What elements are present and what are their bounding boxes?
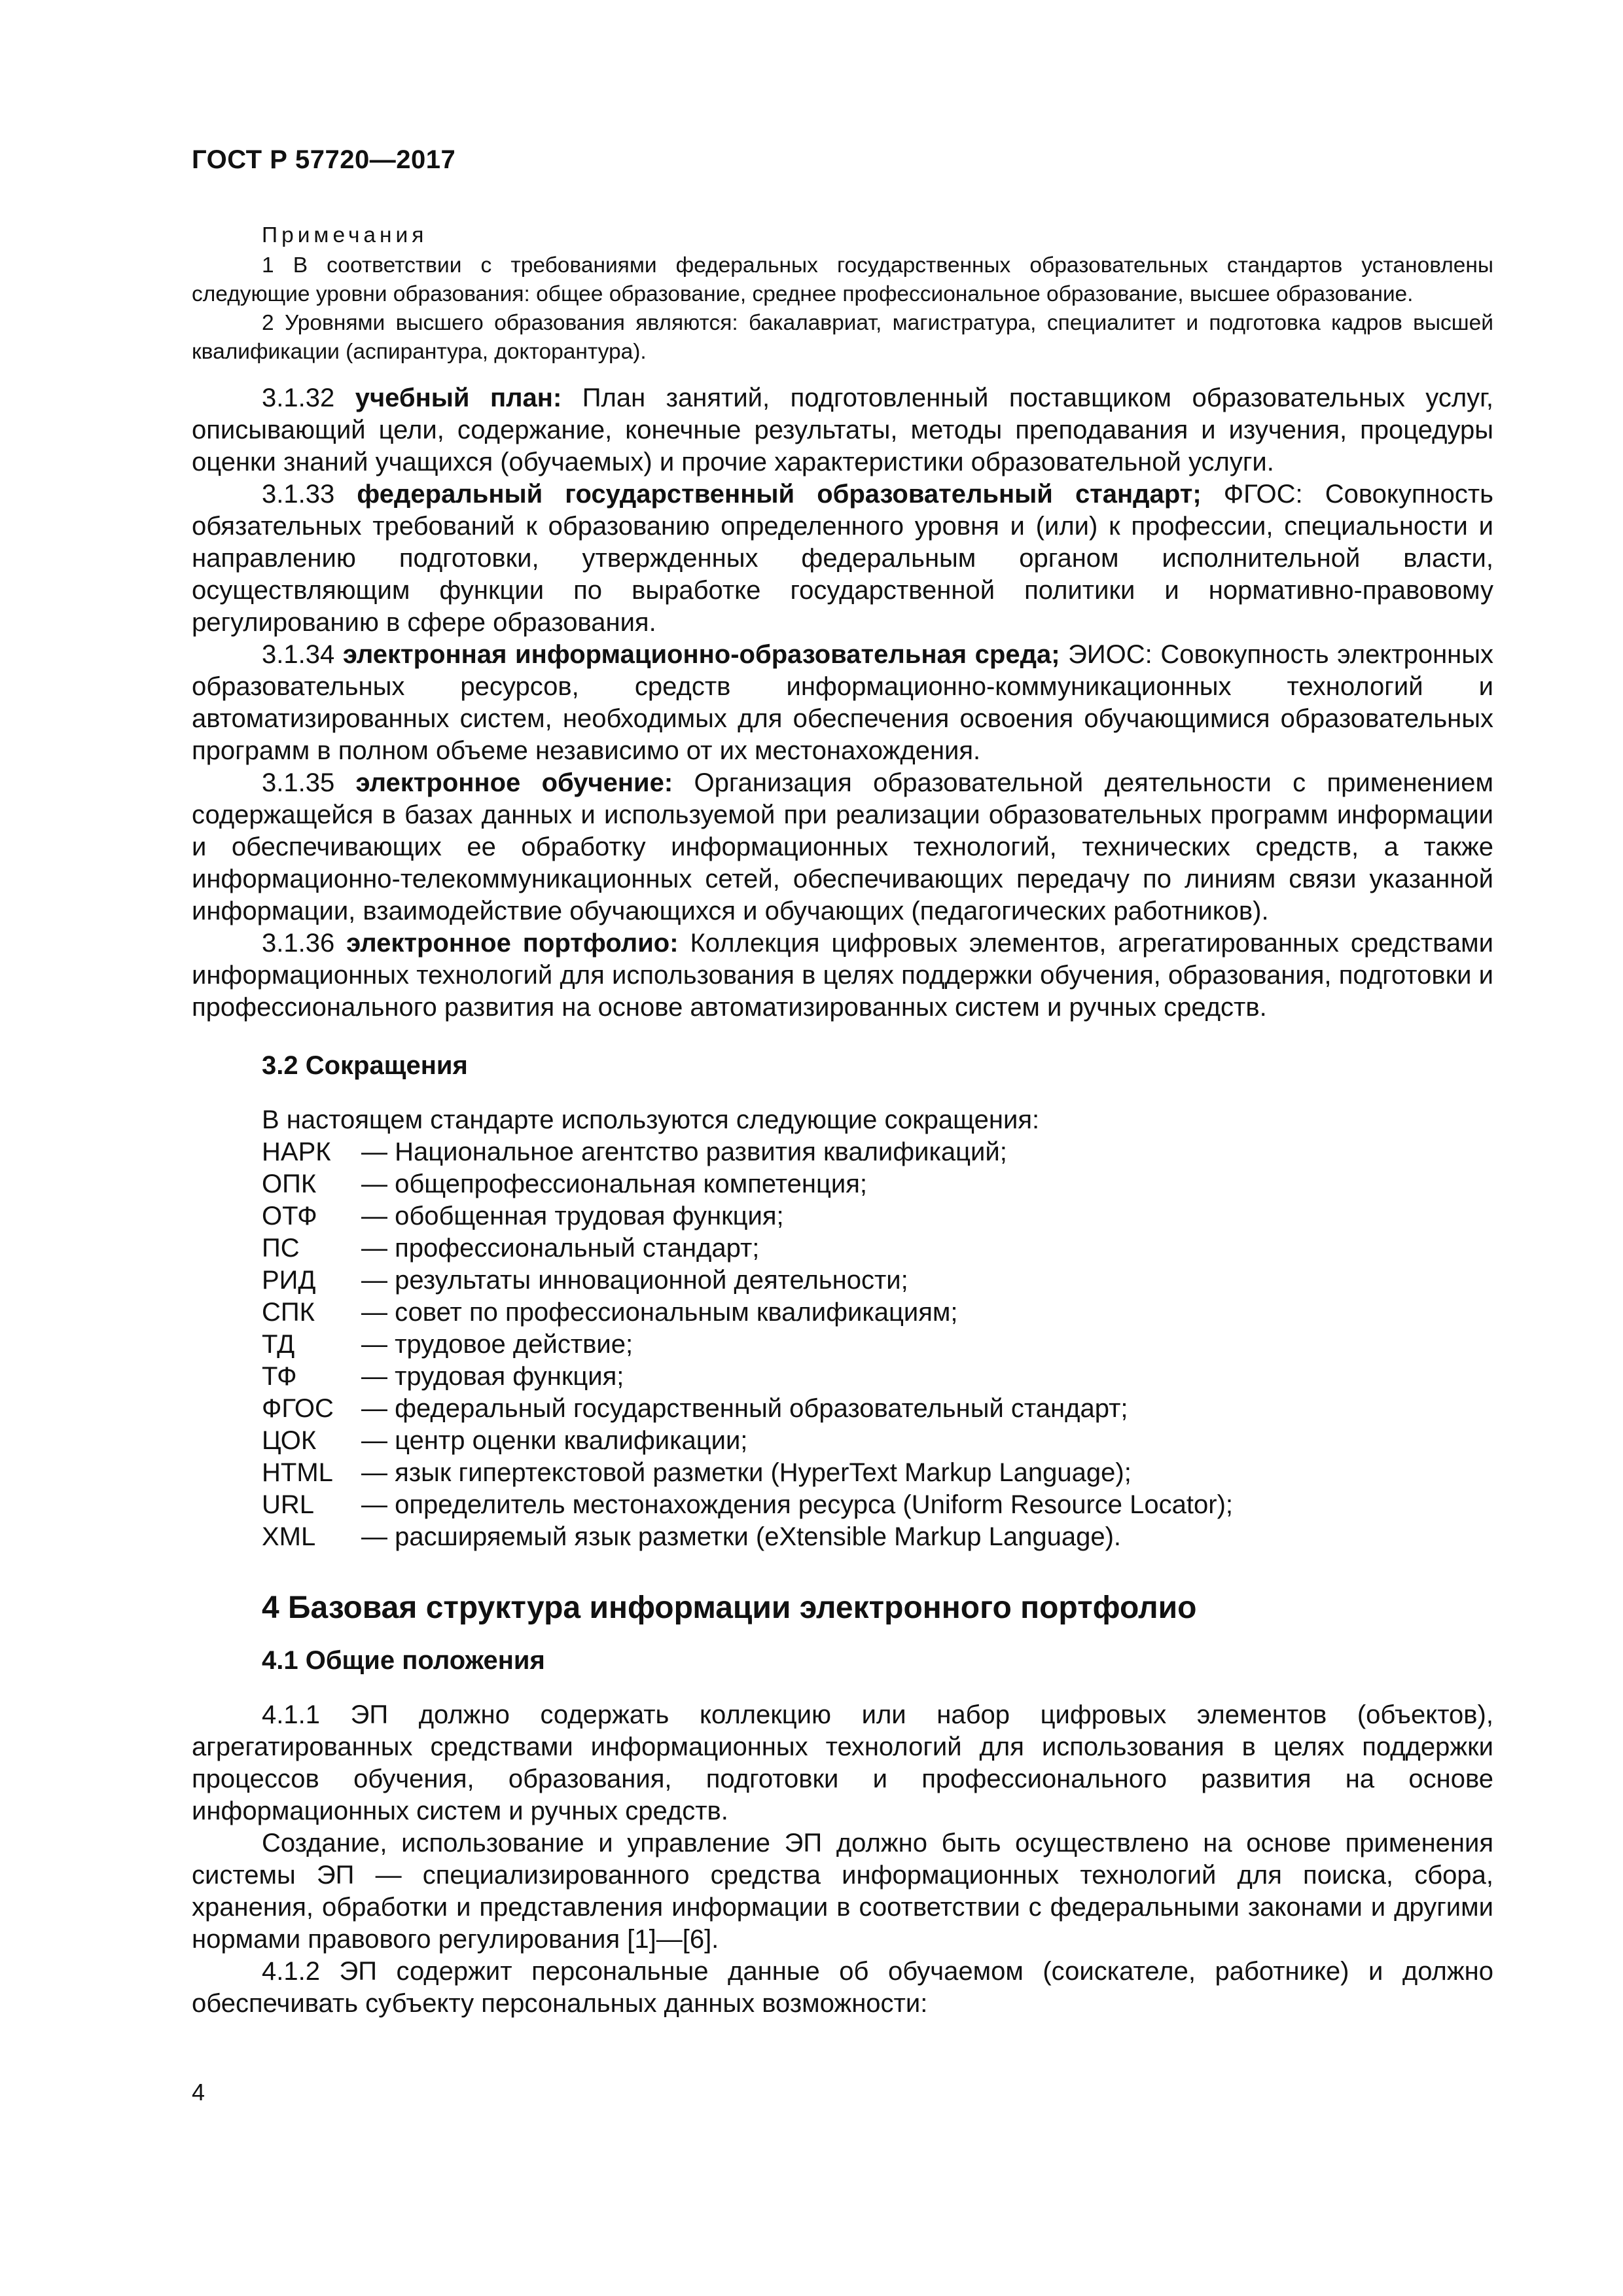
abbreviation-row bbox=[262, 1265, 1493, 1297]
notes-block bbox=[192, 221, 1493, 367]
abbreviation-meaning: — центр оценки квалификации; bbox=[361, 1426, 748, 1455]
abbreviation-row bbox=[262, 1136, 1493, 1168]
chapter4-body bbox=[192, 1699, 1493, 2020]
abbreviation-meaning: — федеральный государственный образовательный стандарт; bbox=[361, 1394, 1128, 1423]
abbreviation-key: РИД bbox=[262, 1266, 316, 1295]
term-name: электронная информационно-образовательная среда; bbox=[342, 640, 1060, 669]
term-number: 3.1.34 bbox=[262, 640, 335, 669]
abbreviation-key: XML bbox=[262, 1522, 316, 1551]
abbreviation-meaning: — результаты инновационной деятельности; bbox=[361, 1266, 908, 1295]
term-name: учебный план: bbox=[355, 384, 562, 412]
abbreviation-meaning: — трудовое действие; bbox=[361, 1330, 633, 1359]
term-paragraph bbox=[192, 382, 1493, 478]
abbreviation-meaning: — расширяемый язык разметки (eXtensible Markup Language). bbox=[361, 1522, 1122, 1551]
abbreviation-key: ТД bbox=[262, 1330, 295, 1359]
abbreviation-meaning: — профессиональный стандарт; bbox=[361, 1234, 760, 1263]
abbreviation-row bbox=[262, 1361, 1493, 1393]
abbreviation-row bbox=[262, 1521, 1493, 1553]
term-definition: ЭИОС: Совокупность электронных образовательных ресурсов, средств информационно-коммуникационных технологий и автоматизированных систем, необходимых для обеспечения освоения обучающимися образовательных программ в полном объеме независимо от их местонахождения. bbox=[192, 640, 1494, 765]
abbreviation-row bbox=[262, 1329, 1493, 1361]
body-paragraph: 4.1.1 ЭП должно содержать коллекцию или набор цифровых элементов (объектов), агрегатированных средствами информационных технологий для использования в целях поддержки процессов обучения, образования, подготовки и профессионального развития на основе информационных систем и ручных средств. bbox=[192, 1700, 1493, 1825]
note-item: 2 Уровнями высшего образования являются: бакалавриат, магистратура, специалитет и подготовка кадров высшей квалификации (аспирантура, докторантура). bbox=[192, 311, 1493, 364]
chapter-heading: 4 Базовая структура информации электронного портфолио bbox=[262, 1590, 1197, 1625]
term-paragraph bbox=[192, 927, 1493, 1024]
body-paragraph: 4.1.2 ЭП содержит персональные данные об обучаемом (соискателе, работнике) и должно обеспечивать субъекту персональных данных возможности: bbox=[192, 1957, 1493, 2018]
terms-section bbox=[192, 382, 1493, 1024]
abbreviation-meaning: — трудовая функция; bbox=[361, 1362, 624, 1391]
abbreviation-row bbox=[262, 1200, 1493, 1232]
abbreviation-row bbox=[262, 1297, 1493, 1329]
subsection-heading: 4.1 Общие положения bbox=[262, 1646, 545, 1675]
abbreviation-key: HTML bbox=[262, 1458, 333, 1487]
abbreviations-heading: 3.2 Сокращения bbox=[262, 1051, 468, 1080]
term-definition: ФГОС: Совокупность обязательных требований к образованию определенного уровня и (или) к профессии, специальности и направлению подготовки, утвержденных федеральным органом исполнительной власти, осуществляющим функции по выработке государственной политики и нормативно-правовому регулированию в сфере образования. bbox=[192, 480, 1494, 637]
term-number: 3.1.32 bbox=[262, 384, 335, 412]
abbreviation-row bbox=[262, 1457, 1493, 1489]
term-number: 3.1.33 bbox=[262, 480, 335, 509]
body-paragraph: Создание, использование и управление ЭП должно быть осуществлено на основе применения системы ЭП — специализированного средства информационных технологий для поиска, сбора, хранения, обработки и представления информации в соответствии с федеральными законами и другими нормами правового регулирования [1]—[6]. bbox=[192, 1829, 1493, 1954]
term-paragraph bbox=[192, 639, 1493, 767]
abbreviations-list bbox=[262, 1104, 1493, 1553]
abbreviation-key: ОПК bbox=[262, 1170, 317, 1198]
page-number: 4 bbox=[192, 2079, 205, 2106]
term-definition: Коллекция цифровых элементов, агрегатированных средствами информационных технологий для использования в целях поддержки обучения, образования, подготовки и профессионального развития на основе автоматизированных систем и ручных средств. bbox=[192, 929, 1493, 1022]
abbreviation-row bbox=[262, 1168, 1493, 1200]
abbreviation-meaning: — обобщенная трудовая функция; bbox=[361, 1202, 784, 1230]
note-item: 1 В соответствии с требованиями федеральных государственных образовательных стандартов установлены следующие уровни образования: общее образование, среднее профессиональное образование, высшее образование. bbox=[192, 253, 1493, 306]
abbreviation-key: ТФ bbox=[262, 1362, 297, 1391]
abbreviation-key: НАРК bbox=[262, 1138, 331, 1166]
abbreviation-key: ЦОК bbox=[262, 1426, 317, 1455]
abbreviation-meaning: — язык гипертекстовой разметки (HyperText Markup Language); bbox=[361, 1458, 1132, 1487]
notes-title: Примечания bbox=[262, 223, 428, 247]
page-content bbox=[192, 221, 1493, 2020]
abbreviation-meaning: — общепрофессиональная компетенция; bbox=[361, 1170, 868, 1198]
term-paragraph bbox=[192, 478, 1493, 639]
abbreviation-row bbox=[262, 1425, 1493, 1457]
term-definition: Организация образовательной деятельности с применением содержащейся в базах данных и используемой при реализации образовательных программ информации и обеспечивающих ее обработку информационных технологий, технических средств, а также информационно-телекоммуникационных сетей, обеспечивающих передачу по линиям связи указанной информации, взаимодействие обучающихся и обучающих (педагогических работников). bbox=[192, 768, 1493, 925]
abbreviations-intro: В настоящем стандарте используются следующие сокращения: bbox=[262, 1105, 1040, 1134]
term-name: федеральный государственный образовательный стандарт; bbox=[357, 480, 1202, 509]
term-name: электронное обучение: bbox=[355, 768, 673, 797]
term-definition: План занятий, подготовленный поставщиком образовательных услуг, описывающий цели, содержание, конечные результаты, методы преподавания и изучения, процедуры оценки знаний учащихся (обучаемых) и прочие характеристики образовательной услуги. bbox=[192, 384, 1494, 476]
abbreviation-row bbox=[262, 1489, 1493, 1521]
term-paragraph bbox=[192, 767, 1493, 927]
abbreviation-key: ФГОС bbox=[262, 1394, 334, 1423]
term-number: 3.1.35 bbox=[262, 768, 335, 797]
abbreviation-meaning: — совет по профессиональным квалификациям; bbox=[361, 1298, 958, 1327]
abbreviation-key: СПК bbox=[262, 1298, 315, 1327]
abbreviation-meaning: — определитель местонахождения ресурса (Uniform Resource Locator); bbox=[361, 1490, 1234, 1519]
abbreviation-key: ПС bbox=[262, 1234, 300, 1263]
term-number: 3.1.36 bbox=[262, 929, 335, 958]
abbreviation-meaning: — Национальное агентство развития квалификаций; bbox=[361, 1138, 1007, 1166]
abbreviation-key: ОТФ bbox=[262, 1202, 317, 1230]
abbreviation-row bbox=[262, 1232, 1493, 1265]
abbreviation-key: URL bbox=[262, 1490, 315, 1519]
abbreviation-row bbox=[262, 1393, 1493, 1425]
term-name: электронное портфолио: bbox=[346, 929, 679, 958]
document-code-header: ГОСТ Р 57720—2017 bbox=[192, 145, 456, 174]
